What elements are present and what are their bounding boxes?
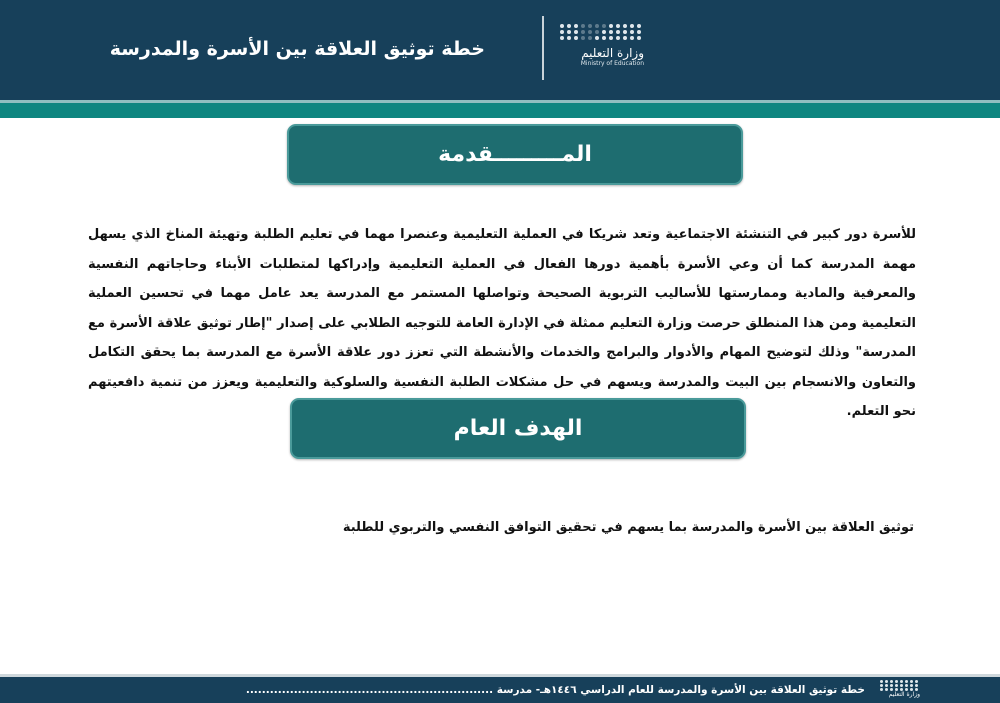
ministry-logo	[560, 24, 644, 84]
footer-logo-text: وزارة التعليم	[888, 691, 920, 698]
footer-ministry-logo	[880, 680, 920, 698]
logo-english-text: Ministry of Education	[580, 60, 644, 67]
document-title: خطة توثيق العلاقة بين الأسرة والمدرسة	[109, 38, 485, 60]
intro-paragraph: للأسرة دور كبير في التنشئة الاجتماعية وتعد شريكا في العملية التعليمية وعنصرا مهما في تعليم الطلبة وتهيئة المناخ الذي يسهل مهمة المدرسة كما أن وعي الأسرة بأهمية دورها الفعال في العملية التعليمية وإدراكها لمتطلبات الأبناء وحاجاتهم النفسية والمعرفية والمادية وممارستها للأساليب التربوية الصحيحة وتواصلها المستمر مع المدرسة يعد عامل مهما في تحسين العملية التعليمية ومن هذا المنطلق حرصت وزارة التعليم ممثلة في الإدارة العامة للتوجيه الطلابي على إصدار "إطار توثيق علاقة الأسرة مع المدرسة" وذلك لتوضيح المهام والأدوار والبرامج والخدمات والأنشطة التي تعزز دور علاقة الأسرة مع المدرسة بما يحقق التكامل والتعاون والانسجام بين البيت والمدرسة ويسهم في حل مشكلات الطلبة النفسية والسلوكية والتعليمية ويعزز من تنمية دافعيتهم نحو التعلم.	[88, 227, 916, 419]
logo-dots-icon	[560, 24, 644, 40]
header-stripe-teal	[0, 103, 1000, 118]
logo-arabic-text: وزارة التعليم	[581, 46, 644, 60]
goal-section-heading: الهدف العام	[290, 398, 746, 459]
goal-text: توثيق العلاقة بين الأسرة والمدرسة بما يسهم في تحقيق التوافق النفسي والتربوي للطلبة	[342, 520, 914, 535]
intro-section-heading: المـــــــــقدمة	[287, 124, 743, 185]
header-divider	[542, 16, 544, 80]
footer-text: خطة توثيق العلاقة بين الأسرة والمدرسة للعام الدراسي ١٤٤٦هـ- مدرسة ..............................................................	[245, 684, 865, 696]
footer-logo-dots-icon	[880, 680, 920, 691]
